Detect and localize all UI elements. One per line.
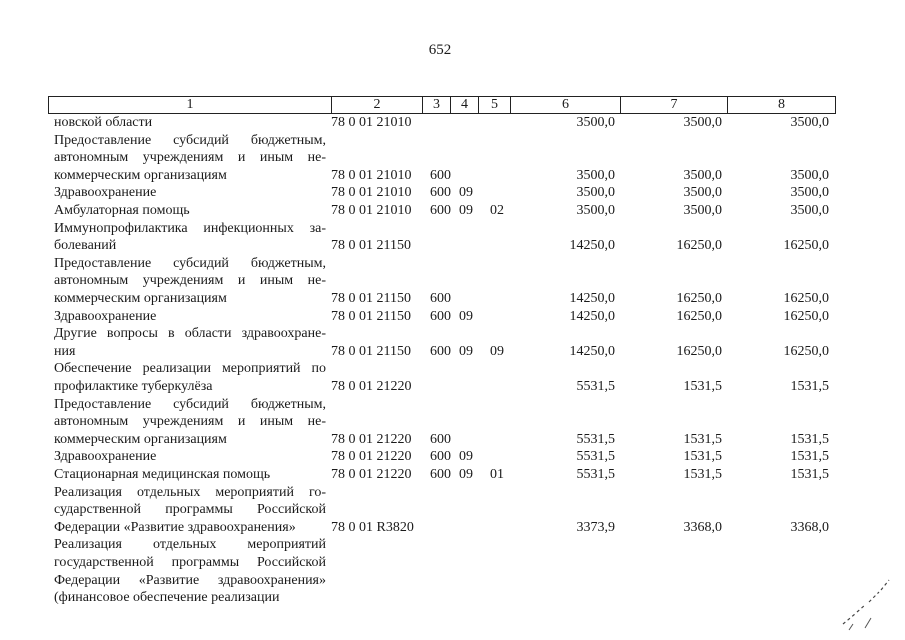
row-11-value-col-7: 1531,5 xyxy=(683,467,722,482)
row-10-section: 09 xyxy=(459,449,473,465)
row-5-value-col-8: 16250,0 xyxy=(783,291,829,306)
row-1-classification-code: 78 0 01 21010 xyxy=(331,167,412,183)
header-col-2: 2 xyxy=(332,97,423,113)
row-3-expense-type: 600 xyxy=(430,203,451,218)
row-6-section: 09 xyxy=(459,308,473,324)
row-10-classification-code: 78 0 01 21220 xyxy=(331,449,412,465)
row-12-description-line-2: Федерации «Развитие здравоохранения» xyxy=(54,519,296,535)
row-2-value-col-7: 3500,0 xyxy=(683,185,722,201)
row-11-value-col-8: 1531,5 xyxy=(790,467,829,482)
row-4-value-col-7: 16250,0 xyxy=(676,238,722,254)
row-5-value-col-6: 14250,0 xyxy=(569,291,615,306)
row-11-section: 09 xyxy=(459,467,473,482)
row-11-subsection: 01 xyxy=(490,467,504,482)
row-11-classification-code: 78 0 01 21220 xyxy=(331,467,412,482)
row-4-description-line-0: Иммунопрофилактика инфекционных за- xyxy=(54,220,326,236)
row-13-description-line-2: Федерации «Развитие здравоохранения» xyxy=(54,572,326,588)
row-10-value-col-6: 5531,5 xyxy=(576,449,615,465)
row-10-description-line-0: Здравоохранение xyxy=(54,449,157,465)
row-1-description-line-0: Предоставление субсидий бюджетным, xyxy=(54,132,326,148)
row-4-value-col-8: 16250,0 xyxy=(783,238,829,254)
row-2-value-col-6: 3500,0 xyxy=(576,185,615,201)
row-0-classification-code: 78 0 01 21010 xyxy=(331,115,412,130)
row-11-expense-type: 600 xyxy=(430,467,451,482)
row-1-value-col-7: 3500,0 xyxy=(683,167,722,183)
row-8-value-col-8: 1531,5 xyxy=(790,379,829,394)
row-2-description-line-0: Здравоохранение xyxy=(54,185,157,201)
row-13-description-line-3: (финансовое обеспечение реализации xyxy=(54,590,280,606)
row-6-expense-type: 600 xyxy=(430,308,451,324)
row-8-value-col-7: 1531,5 xyxy=(683,379,722,394)
row-9-value-col-8: 1531,5 xyxy=(790,431,829,447)
row-2-value-col-8: 3500,0 xyxy=(790,185,829,201)
row-6-value-col-6: 14250,0 xyxy=(569,308,615,324)
row-3-subsection: 02 xyxy=(490,203,504,218)
header-col-4: 4 xyxy=(451,97,479,113)
header-col-3: 3 xyxy=(423,97,451,113)
header-col-8: 8 xyxy=(778,97,785,112)
header-col-7: 7 xyxy=(621,97,728,113)
row-0-value-col-6: 3500,0 xyxy=(576,115,615,130)
row-2-section: 09 xyxy=(459,185,473,201)
header-col-6: 6 xyxy=(511,97,621,113)
row-4-description-line-1: болеваний xyxy=(54,238,117,254)
row-10-value-col-7: 1531,5 xyxy=(683,449,722,465)
row-6-value-col-8: 16250,0 xyxy=(783,308,829,324)
row-0-value-col-7: 3500,0 xyxy=(683,115,722,130)
row-8-description-line-0: Обеспечение реализации мероприятий по xyxy=(54,361,326,377)
row-8-classification-code: 78 0 01 21220 xyxy=(331,379,412,394)
row-7-expense-type: 600 xyxy=(430,343,451,359)
row-6-value-col-7: 16250,0 xyxy=(676,308,722,324)
row-3-description-line-0: Амбулаторная помощь xyxy=(54,203,190,218)
row-5-description-line-1: автономным учреждениям и иным не- xyxy=(54,273,326,289)
row-9-description-line-1: автономным учреждениям и иным не- xyxy=(54,414,326,430)
row-3-value-col-6: 3500,0 xyxy=(576,203,615,218)
row-9-description-line-0: Предоставление субсидий бюджетным, xyxy=(54,396,326,412)
row-11-value-col-6: 5531,5 xyxy=(576,467,615,482)
row-9-value-col-7: 1531,5 xyxy=(683,431,722,447)
row-3-value-col-8: 3500,0 xyxy=(790,203,829,218)
row-1-value-col-8: 3500,0 xyxy=(790,167,829,183)
row-7-description-line-1: ния xyxy=(54,343,76,359)
header-col-5: 5 xyxy=(479,97,511,113)
row-13-description-line-0: Реализация отдельных мероприятий xyxy=(54,537,326,553)
row-9-description-line-2: коммерческим организациям xyxy=(54,431,227,447)
row-6-classification-code: 78 0 01 21150 xyxy=(331,308,411,324)
row-12-description-line-0: Реализация отдельных мероприятий го- xyxy=(54,484,326,500)
row-12-value-col-7: 3368,0 xyxy=(683,519,722,535)
row-5-description-line-0: Предоставление субсидий бюджетным, xyxy=(54,255,326,271)
row-11-description-line-0: Стационарная медицинская помощь xyxy=(54,467,271,482)
row-1-value-col-6: 3500,0 xyxy=(576,167,615,183)
row-1-description-line-2: коммерческим организациям xyxy=(54,167,227,183)
row-5-description-line-2: коммерческим организациям xyxy=(54,291,227,306)
row-3-classification-code: 78 0 01 21010 xyxy=(331,203,412,218)
row-3-section: 09 xyxy=(459,203,473,218)
row-7-description-line-0: Другие вопросы в области здравоохране- xyxy=(54,326,326,342)
row-5-classification-code: 78 0 01 21150 xyxy=(331,291,411,306)
row-2-classification-code: 78 0 01 21010 xyxy=(331,185,412,201)
scan-artifact-mark xyxy=(835,572,895,632)
row-8-value-col-6: 5531,5 xyxy=(576,379,615,394)
row-7-value-col-6: 14250,0 xyxy=(569,343,615,359)
row-12-classification-code: 78 0 01 R3820 xyxy=(331,519,414,535)
row-7-value-col-8: 16250,0 xyxy=(783,343,829,359)
row-13-description-line-1: государственной программы Российской xyxy=(54,555,326,570)
row-1-expense-type: 600 xyxy=(430,167,451,183)
header-col-1: 1 xyxy=(49,97,332,113)
row-7-value-col-7: 16250,0 xyxy=(676,343,722,359)
row-12-value-col-6: 3373,9 xyxy=(576,519,615,535)
row-3-value-col-7: 3500,0 xyxy=(683,203,722,218)
row-4-value-col-6: 14250,0 xyxy=(569,238,615,254)
row-12-description-line-1: сударственной программы Российской xyxy=(54,502,326,518)
row-10-expense-type: 600 xyxy=(430,449,451,465)
row-9-classification-code: 78 0 01 21220 xyxy=(331,431,412,447)
row-6-description-line-0: Здравоохранение xyxy=(54,308,157,324)
row-10-value-col-8: 1531,5 xyxy=(790,449,829,465)
row-5-value-col-7: 16250,0 xyxy=(676,291,722,306)
row-2-expense-type: 600 xyxy=(430,185,451,201)
row-0-value-col-8: 3500,0 xyxy=(790,115,829,130)
row-9-value-col-6: 5531,5 xyxy=(576,431,615,447)
page-number: 652 xyxy=(428,42,452,58)
row-4-classification-code: 78 0 01 21150 xyxy=(331,238,411,254)
row-1-description-line-1: автономным учреждениям и иным не- xyxy=(54,150,326,166)
row-7-classification-code: 78 0 01 21150 xyxy=(331,343,411,359)
row-12-value-col-8: 3368,0 xyxy=(790,519,829,535)
row-7-subsection: 09 xyxy=(490,343,504,359)
row-7-section: 09 xyxy=(459,343,473,359)
row-8-description-line-1: профилактике туберкулёза xyxy=(54,379,213,394)
row-0-description-line-0: новской области xyxy=(54,115,153,130)
row-9-expense-type: 600 xyxy=(430,431,451,447)
row-5-expense-type: 600 xyxy=(430,291,451,306)
